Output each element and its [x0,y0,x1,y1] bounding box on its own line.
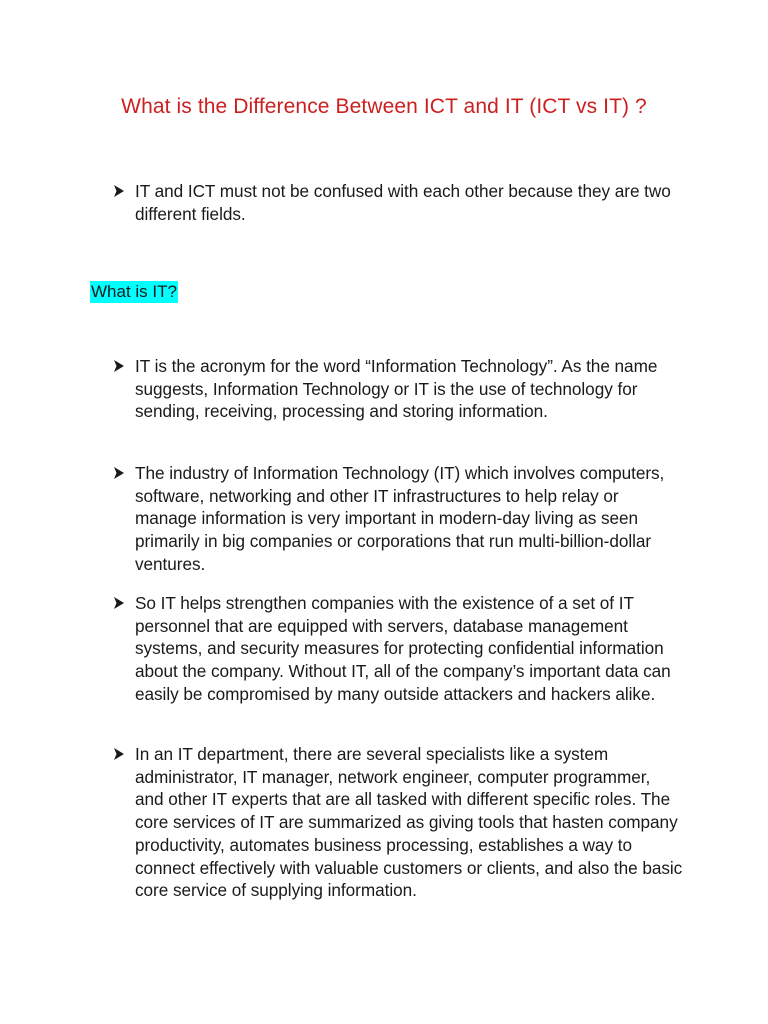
arrowhead-bullet-icon [113,180,135,202]
list-item-text: In an IT department, there are several specialists like a system administrator, IT manager, network engineer, computer programmer, and other IT experts that are all tasked with different specific roles. The core services of IT are summarized as giving tools that hasten company productivity, automates business processing, establishes a way to connect effectively with valuable customers or clients, and also the basic core service of supplying information. [135,744,683,901]
intro-bullet [113,180,683,225]
list-item-text: So IT helps strengthen companies with the existence of a set of IT personnel that are equipped with servers, database management systems, and security measures for protecting confidential information about the company. Without IT, all of the company’s important data can easily be compromised by many outside attackers and hackers alike. [135,593,671,704]
list-item [113,592,683,706]
intro-bullet-text: IT and ICT must not be confused with each other because they are two different fields. [135,181,671,224]
list-item [113,355,683,423]
list-item-text: IT is the acronym for the word “Information Technology”. As the name suggests, Information Technology or IT is the use of technology for sending, receiving, processing and storing information. [135,356,658,422]
arrowhead-bullet-icon [113,355,135,377]
list-item-text: The industry of Information Technology (IT) which involves computers, software, networking and other IT infrastructures to help relay or manage information is very important in modern-day living as seen primarily in big companies or corporations that run multi-billion-dollar ventures. [135,463,665,574]
section-heading-what-is-it: What is IT? [91,282,177,301]
arrowhead-bullet-icon [113,743,135,765]
arrowhead-bullet-icon [113,462,135,484]
list-item [113,462,683,576]
list-item [113,743,683,902]
document-title: What is the Difference Between ICT and IT (ICT vs IT) ? [121,95,647,118]
arrowhead-bullet-icon [113,592,135,614]
